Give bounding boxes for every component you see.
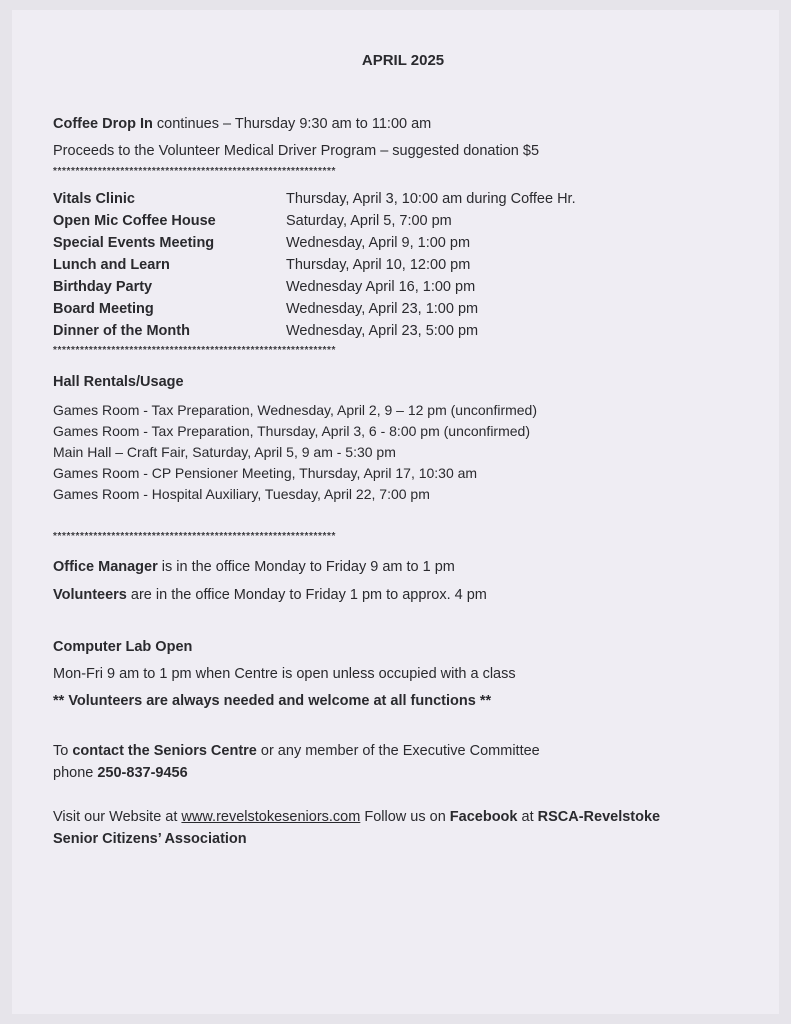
contact-text: or any member of the Executive Committee xyxy=(256,743,540,759)
hall-rentals-heading: Hall Rentals/Usage xyxy=(53,374,184,390)
coffee-drop-in-label: Coffee Drop In xyxy=(53,116,153,132)
hall-rental-item: Main Hall – Craft Fair, Saturday, April 5, 9 am - 5:30 pm xyxy=(53,444,396,460)
event-name: Vitals Clinic xyxy=(53,191,135,207)
event-when: Wednesday, April 23, 5:00 pm xyxy=(286,323,479,339)
event-name: Lunch and Learn xyxy=(53,257,170,273)
event-name: Birthday Party xyxy=(53,279,153,295)
proceeds-line: Proceeds to the Volunteer Medical Driver Program – suggested donation $5 xyxy=(53,143,540,159)
phone-number: 250-837-9456 xyxy=(97,765,188,781)
event-when: Wednesday, April 23, 1:00 pm xyxy=(286,301,479,317)
event-when: Thursday, April 10, 12:00 pm xyxy=(286,257,471,273)
phone-prefix: phone xyxy=(53,765,98,781)
phone-line xyxy=(53,765,188,781)
separator: *************************************************************** xyxy=(53,345,336,356)
office-volunteers-label: Volunteers xyxy=(53,587,127,603)
event-name: Board Meeting xyxy=(53,301,154,317)
coffee-drop-in-line xyxy=(53,116,431,132)
office-manager-text: is in the office Monday to Friday 9 am to 1 pm xyxy=(157,559,455,575)
volunteers-note: ** Volunteers are always needed and welcome at all functions ** xyxy=(53,693,492,709)
computer-lab-hours: Mon-Fri 9 am to 1 pm when Centre is open unless occupied with a class xyxy=(53,666,516,682)
office-manager-label: Office Manager xyxy=(53,559,158,575)
contact-prefix: To xyxy=(53,743,73,759)
document-page xyxy=(12,10,779,1014)
website-link[interactable]: www.revelstokeseniors.com xyxy=(181,809,361,825)
facebook-page-name-continued: Senior Citizens’ Association xyxy=(53,831,247,847)
event-when: Wednesday April 16, 1:00 pm xyxy=(286,279,476,295)
website-prefix: Visit our Website at xyxy=(53,809,182,825)
website-line xyxy=(53,809,660,825)
office-volunteers-line xyxy=(53,587,487,603)
coffee-drop-in-text: continues – Thursday 9:30 am to 11:00 am xyxy=(152,116,432,132)
hall-rental-item: Games Room - Tax Preparation, Wednesday, April 2, 9 – 12 pm (unconfirmed) xyxy=(53,402,538,418)
follow-text: Follow us on xyxy=(360,809,450,825)
separator: *************************************************************** xyxy=(53,531,336,542)
hall-rental-item: Games Room - Tax Preparation, Thursday, April 3, 6 - 8:00 pm (unconfirmed) xyxy=(53,423,530,439)
computer-lab-heading: Computer Lab Open xyxy=(53,639,193,655)
facebook-page-name: RSCA-Revelstoke xyxy=(537,809,661,825)
event-when: Thursday, April 3, 10:00 am during Coffee Hr. xyxy=(286,191,576,207)
event-name: Dinner of the Month xyxy=(53,323,190,339)
facebook-label: Facebook xyxy=(449,809,518,825)
event-name: Open Mic Coffee House xyxy=(53,213,216,229)
facebook-at: at xyxy=(517,809,538,825)
office-manager-line xyxy=(53,559,455,575)
office-volunteers-text: are in the office Monday to Friday 1 pm to approx. 4 pm xyxy=(126,587,487,603)
hall-rental-item: Games Room - CP Pensioner Meeting, Thursday, April 17, 10:30 am xyxy=(53,465,478,481)
page-title: APRIL 2025 xyxy=(361,52,445,69)
separator: *************************************************************** xyxy=(53,166,336,177)
event-when: Wednesday, April 9, 1:00 pm xyxy=(286,235,471,251)
contact-line xyxy=(53,743,540,759)
event-when: Saturday, April 5, 7:00 pm xyxy=(286,213,452,229)
contact-label: contact the Seniors Centre xyxy=(72,743,257,759)
event-name: Special Events Meeting xyxy=(53,235,215,251)
hall-rental-item: Games Room - Hospital Auxiliary, Tuesday, April 22, 7:00 pm xyxy=(53,486,430,502)
